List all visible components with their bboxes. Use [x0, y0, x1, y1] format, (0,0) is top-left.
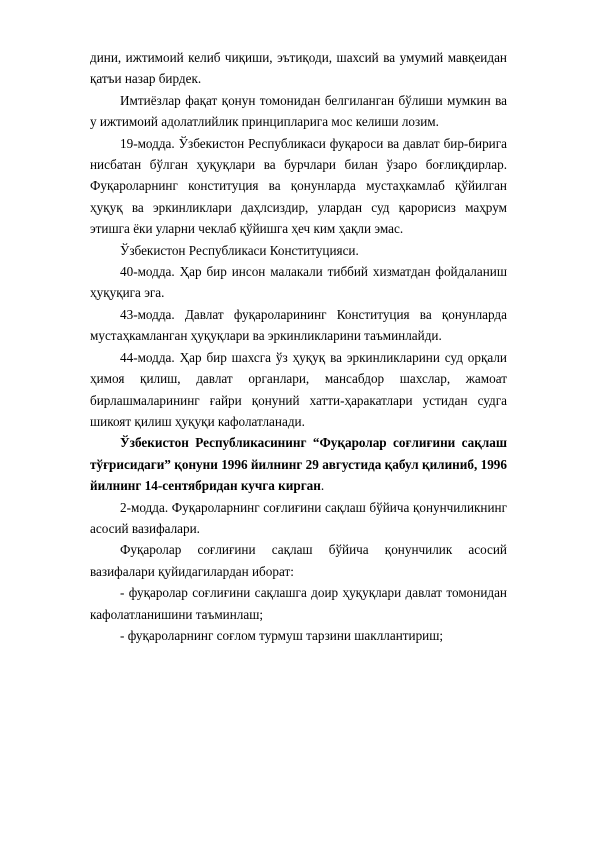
paragraph-article-44: 44-модда. Ҳар бир шахсга ўз ҳуқуқ ва эркинликларини суд орқали ҳимоя қилиш, давлат органлари, мансабдор шахслар, жамоат бирлашмаларининг ғайри қонуний хатти-ҳаракатлари устидан судга шикоят қилиш ҳуқуқи кафолатланади.: [90, 349, 507, 429]
paragraph-constitution-heading: Ўзбекистон Республикаси Конституцияси.: [120, 242, 359, 258]
document-page: [90, 47, 507, 646]
paragraph-law-heading: [90, 432, 507, 496]
paragraph-tasks-intro: Фуқаролар соғлиғини сақлаш бўйича қонунчилик асосий вазифалари қуйидагилардан иборат:: [90, 542, 507, 579]
paragraph-article-19: 19-модда. Ўзбекистон Республикаси фуқароси ва давлат бир-бирига нисбатан бўлган ҳуқуқлари ва бурчлари билан ўзаро боғлиқдирлар. Фуқароларнинг конституция ва қонунларда мустаҳкамлаб қўйилган ҳуқуқ ва эркинликлари даҳлсиздир, улардан суд қарорисиз маҳрум этишга ёки уларни чеклаб қўйишга ҳеч ким ҳақли эмас.: [90, 135, 507, 237]
paragraph-task-1: - фуқаролар соғлиғини сақлашга доир ҳуқуқлари давлат томонидан кафолатланишини таъминлаш;: [90, 585, 507, 622]
law-heading-bold: Ўзбекистон Республикасининг “Фуқаролар соғлиғини сақлаш тўғрисидаги” қонуни 1996 йилнинг 29 августида қабул қилиниб, 1996 йилнинг 14-сентябридан кучга кирган: [90, 435, 507, 494]
paragraph-1: дини, ижтимоий келиб чиқиши, эътиқоди, шахсий ва умумий мавқеидан қатъи назар бирдек.: [90, 50, 507, 87]
law-heading-tail: .: [320, 478, 325, 494]
paragraph-article-40: 40-модда. Ҳар бир инсон малакали тиббий хизматдан фойдаланиш ҳуқуқига эга.: [90, 264, 507, 301]
paragraph-2: Имтиёзлар фақат қонун томонидан белгиланган бўлиши мумкин ва у ижтимоий адолатлийлик принципларига мос келиши лозим.: [90, 92, 507, 130]
paragraph-task-2: - фуқароларнинг соғлом турмуш тарзини шакллантириш;: [120, 627, 444, 643]
paragraph-article-43: 43-модда. Давлат фуқароларининг Конституция ва қонунларда мустаҳкамланган ҳуқуқлари ва эркинликларини таъминлайди.: [90, 306, 507, 344]
paragraph-article-2: 2-модда. Фуқароларнинг соғлиғини сақлаш бўйича қонунчиликнинг асосий вазифалари.: [90, 499, 507, 536]
